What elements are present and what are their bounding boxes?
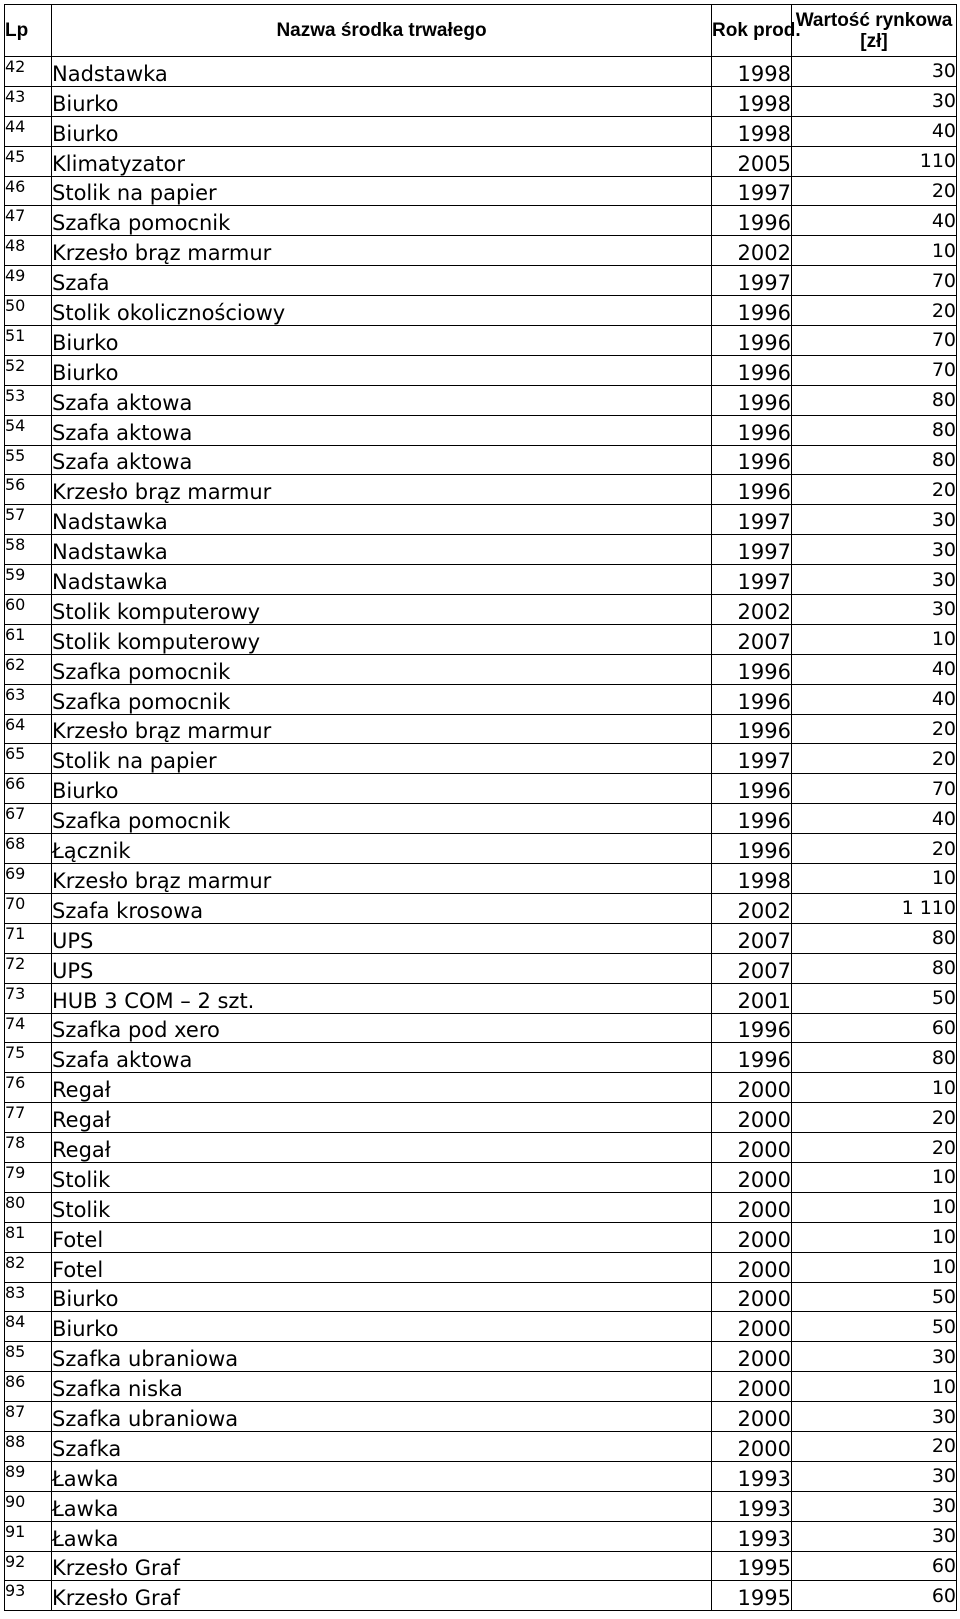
row-year: 2005 [712, 146, 792, 176]
row-name: Szafka ubraniowa [52, 1342, 712, 1372]
header-value-line1: Wartość rynkowa [795, 9, 953, 31]
row-name: Szafka pod xero [52, 1013, 712, 1043]
table-row [5, 684, 957, 714]
row-name: Krzesło brąz marmur [52, 714, 712, 744]
row-value: 30 [792, 1491, 957, 1521]
row-lp: 91 [5, 1521, 52, 1551]
row-lp: 53 [5, 385, 52, 415]
row-lp: 74 [5, 1013, 52, 1043]
row-name: Szafa krosowa [52, 893, 712, 923]
table-row [5, 1043, 957, 1073]
table-row [5, 744, 957, 774]
table-row [5, 505, 957, 535]
table-row [5, 326, 957, 356]
row-value: 80 [792, 445, 957, 475]
table-row [5, 1461, 957, 1491]
row-year: 1996 [712, 834, 792, 864]
table-row [5, 983, 957, 1013]
row-name: Fotel [52, 1252, 712, 1282]
row-year: 2000 [712, 1222, 792, 1252]
row-value: 20 [792, 744, 957, 774]
row-name: HUB 3 COM – 2 szt. [52, 983, 712, 1013]
row-lp: 90 [5, 1491, 52, 1521]
row-value: 70 [792, 266, 957, 296]
row-name: Biurko [52, 774, 712, 804]
table-row [5, 57, 957, 87]
row-year: 2000 [712, 1133, 792, 1163]
table-row [5, 1491, 957, 1521]
header-lp: Lp [5, 5, 52, 57]
table-row [5, 714, 957, 744]
row-year: 1996 [712, 206, 792, 236]
row-value: 40 [792, 684, 957, 714]
row-value: 50 [792, 1282, 957, 1312]
row-lp: 65 [5, 744, 52, 774]
row-year: 1996 [712, 296, 792, 326]
row-year: 1998 [712, 57, 792, 87]
row-lp: 45 [5, 146, 52, 176]
row-name: Stolik [52, 1162, 712, 1192]
table-row [5, 1581, 957, 1611]
row-value: 60 [792, 1551, 957, 1581]
row-lp: 52 [5, 355, 52, 385]
table-row [5, 445, 957, 475]
row-value: 80 [792, 385, 957, 415]
row-lp: 62 [5, 654, 52, 684]
table-row [5, 206, 957, 236]
row-year: 1996 [712, 774, 792, 804]
row-lp: 64 [5, 714, 52, 744]
row-value: 10 [792, 864, 957, 894]
row-lp: 57 [5, 505, 52, 535]
row-lp: 55 [5, 445, 52, 475]
row-year: 1997 [712, 535, 792, 565]
table-row [5, 1372, 957, 1402]
row-lp: 83 [5, 1282, 52, 1312]
header-name: Nazwa środka trwałego [52, 5, 712, 57]
row-lp: 61 [5, 624, 52, 654]
row-lp: 54 [5, 415, 52, 445]
row-value: 20 [792, 834, 957, 864]
row-year: 2000 [712, 1252, 792, 1282]
row-value: 20 [792, 714, 957, 744]
row-name: Szafka pomocnik [52, 206, 712, 236]
row-value: 70 [792, 355, 957, 385]
table-row [5, 774, 957, 804]
table-row [5, 834, 957, 864]
table-header [5, 5, 957, 57]
row-lp: 82 [5, 1252, 52, 1282]
row-year: 1996 [712, 475, 792, 505]
row-lp: 93 [5, 1581, 52, 1611]
row-lp: 80 [5, 1192, 52, 1222]
row-name: Krzesło Graf [52, 1581, 712, 1611]
row-year: 2007 [712, 923, 792, 953]
row-value: 20 [792, 1133, 957, 1163]
row-name: Biurko [52, 116, 712, 146]
row-year: 2000 [712, 1372, 792, 1402]
row-lp: 63 [5, 684, 52, 714]
row-year: 1997 [712, 266, 792, 296]
row-name: Biurko [52, 1312, 712, 1342]
table-row [5, 624, 957, 654]
row-value: 10 [792, 1162, 957, 1192]
row-lp: 73 [5, 983, 52, 1013]
table-row [5, 236, 957, 266]
row-name: Szafa aktowa [52, 415, 712, 445]
row-year: 1997 [712, 505, 792, 535]
row-name: Szafa aktowa [52, 1043, 712, 1073]
row-name: Szafa aktowa [52, 385, 712, 415]
row-lp: 92 [5, 1551, 52, 1581]
row-lp: 81 [5, 1222, 52, 1252]
row-year: 2002 [712, 236, 792, 266]
row-year: 2007 [712, 953, 792, 983]
table-row [5, 595, 957, 625]
row-year: 1993 [712, 1491, 792, 1521]
table-row [5, 1162, 957, 1192]
row-year: 1996 [712, 385, 792, 415]
row-value: 30 [792, 1521, 957, 1551]
table-row [5, 1282, 957, 1312]
row-lp: 50 [5, 296, 52, 326]
row-lp: 78 [5, 1133, 52, 1163]
row-lp: 60 [5, 595, 52, 625]
header-value [792, 5, 957, 57]
table-row [5, 864, 957, 894]
table-row [5, 116, 957, 146]
table-row [5, 1521, 957, 1551]
table-row [5, 355, 957, 385]
row-lp: 84 [5, 1312, 52, 1342]
row-year: 1995 [712, 1551, 792, 1581]
row-year: 2000 [712, 1103, 792, 1133]
table-row [5, 86, 957, 116]
table-row [5, 1342, 957, 1372]
table-row [5, 804, 957, 834]
row-year: 1995 [712, 1581, 792, 1611]
table-row [5, 1013, 957, 1043]
row-value: 110 [792, 146, 957, 176]
table-row [5, 1252, 957, 1282]
header-value-line2: [zł] [860, 30, 888, 52]
row-year: 2001 [712, 983, 792, 1013]
row-value: 70 [792, 774, 957, 804]
row-value: 20 [792, 176, 957, 206]
row-name: Szafa aktowa [52, 445, 712, 475]
row-lp: 69 [5, 864, 52, 894]
row-name: Biurko [52, 86, 712, 116]
table-row [5, 1551, 957, 1581]
table-body [5, 57, 957, 1611]
row-name: Szafka pomocnik [52, 804, 712, 834]
table-row [5, 1222, 957, 1252]
table-row [5, 146, 957, 176]
table-row [5, 296, 957, 326]
row-value: 30 [792, 1342, 957, 1372]
row-value: 60 [792, 1581, 957, 1611]
row-lp: 67 [5, 804, 52, 834]
row-value: 10 [792, 624, 957, 654]
row-year: 1996 [712, 804, 792, 834]
table-row [5, 893, 957, 923]
row-lp: 47 [5, 206, 52, 236]
row-name: UPS [52, 923, 712, 953]
header-year: Rok prod. [712, 5, 792, 57]
row-year: 1998 [712, 116, 792, 146]
table-row [5, 1312, 957, 1342]
row-name: Stolik okolicznościowy [52, 296, 712, 326]
row-lp: 42 [5, 57, 52, 87]
table-row [5, 953, 957, 983]
row-value: 10 [792, 236, 957, 266]
row-value: 80 [792, 923, 957, 953]
row-value: 1 110 [792, 893, 957, 923]
row-name: Regał [52, 1103, 712, 1133]
row-value: 20 [792, 296, 957, 326]
row-lp: 68 [5, 834, 52, 864]
row-name: Regał [52, 1133, 712, 1163]
table-row [5, 385, 957, 415]
table-row [5, 565, 957, 595]
row-name: Fotel [52, 1222, 712, 1252]
row-value: 30 [792, 1461, 957, 1491]
row-value: 80 [792, 415, 957, 445]
row-name: Szafa [52, 266, 712, 296]
row-name: Krzesło brąz marmur [52, 475, 712, 505]
row-year: 2000 [712, 1402, 792, 1432]
row-value: 50 [792, 983, 957, 1013]
row-value: 70 [792, 326, 957, 356]
row-name: Stolik na papier [52, 176, 712, 206]
table-row [5, 1192, 957, 1222]
row-value: 10 [792, 1252, 957, 1282]
row-year: 2000 [712, 1282, 792, 1312]
row-name: Nadstawka [52, 57, 712, 87]
row-lp: 51 [5, 326, 52, 356]
row-value: 30 [792, 57, 957, 87]
row-name: Stolik na papier [52, 744, 712, 774]
row-name: Stolik [52, 1192, 712, 1222]
row-year: 1996 [712, 415, 792, 445]
row-year: 1997 [712, 565, 792, 595]
row-year: 1996 [712, 714, 792, 744]
row-year: 1993 [712, 1521, 792, 1551]
row-lp: 71 [5, 923, 52, 953]
table-row [5, 1073, 957, 1103]
row-name: UPS [52, 953, 712, 983]
table-row [5, 176, 957, 206]
row-value: 40 [792, 804, 957, 834]
row-year: 1996 [712, 654, 792, 684]
row-value: 10 [792, 1222, 957, 1252]
row-lp: 58 [5, 535, 52, 565]
row-lp: 79 [5, 1162, 52, 1192]
row-value: 40 [792, 206, 957, 236]
row-value: 30 [792, 535, 957, 565]
row-name: Krzesło brąz marmur [52, 864, 712, 894]
row-value: 40 [792, 654, 957, 684]
row-year: 1998 [712, 86, 792, 116]
row-year: 1993 [712, 1461, 792, 1491]
row-lp: 77 [5, 1103, 52, 1133]
row-name: Klimatyzator [52, 146, 712, 176]
row-value: 30 [792, 1402, 957, 1432]
row-year: 1996 [712, 1013, 792, 1043]
row-year: 2007 [712, 624, 792, 654]
row-year: 1996 [712, 1043, 792, 1073]
row-name: Szafka pomocnik [52, 654, 712, 684]
row-year: 2000 [712, 1431, 792, 1461]
row-value: 10 [792, 1073, 957, 1103]
row-lp: 75 [5, 1043, 52, 1073]
row-name: Ławka [52, 1521, 712, 1551]
row-year: 2000 [712, 1342, 792, 1372]
table-row [5, 535, 957, 565]
table-row [5, 1402, 957, 1432]
row-name: Ławka [52, 1461, 712, 1491]
asset-table [4, 4, 957, 1611]
row-value: 10 [792, 1192, 957, 1222]
row-name: Stolik komputerowy [52, 595, 712, 625]
row-lp: 89 [5, 1461, 52, 1491]
row-value: 30 [792, 505, 957, 535]
row-name: Biurko [52, 326, 712, 356]
row-year: 2000 [712, 1073, 792, 1103]
row-lp: 56 [5, 475, 52, 505]
row-name: Nadstawka [52, 505, 712, 535]
row-year: 1998 [712, 864, 792, 894]
row-lp: 72 [5, 953, 52, 983]
row-lp: 44 [5, 116, 52, 146]
row-year: 2002 [712, 595, 792, 625]
row-value: 20 [792, 475, 957, 505]
row-name: Szafka pomocnik [52, 684, 712, 714]
table-row [5, 415, 957, 445]
table-row [5, 266, 957, 296]
row-year: 2000 [712, 1312, 792, 1342]
table-row [5, 654, 957, 684]
header-row [5, 5, 957, 57]
row-year: 2002 [712, 893, 792, 923]
row-value: 80 [792, 1043, 957, 1073]
row-year: 2000 [712, 1162, 792, 1192]
row-value: 40 [792, 116, 957, 146]
row-lp: 85 [5, 1342, 52, 1372]
row-lp: 48 [5, 236, 52, 266]
row-lp: 88 [5, 1431, 52, 1461]
row-name: Szafka ubraniowa [52, 1402, 712, 1432]
row-value: 30 [792, 565, 957, 595]
row-name: Krzesło brąz marmur [52, 236, 712, 266]
row-lp: 66 [5, 774, 52, 804]
row-year: 1996 [712, 326, 792, 356]
row-lp: 87 [5, 1402, 52, 1432]
row-value: 50 [792, 1312, 957, 1342]
row-lp: 59 [5, 565, 52, 595]
row-value: 80 [792, 953, 957, 983]
row-year: 2000 [712, 1192, 792, 1222]
row-lp: 86 [5, 1372, 52, 1402]
row-lp: 76 [5, 1073, 52, 1103]
row-lp: 43 [5, 86, 52, 116]
row-value: 30 [792, 595, 957, 625]
row-year: 1996 [712, 684, 792, 714]
row-name: Krzesło Graf [52, 1551, 712, 1581]
row-name: Szafka [52, 1431, 712, 1461]
row-value: 20 [792, 1431, 957, 1461]
row-year: 1996 [712, 355, 792, 385]
row-name: Biurko [52, 1282, 712, 1312]
row-lp: 46 [5, 176, 52, 206]
table-row [5, 1133, 957, 1163]
row-lp: 70 [5, 893, 52, 923]
row-year: 1996 [712, 445, 792, 475]
row-year: 1997 [712, 744, 792, 774]
table-row [5, 475, 957, 505]
row-name: Nadstawka [52, 535, 712, 565]
table-row [5, 923, 957, 953]
row-name: Biurko [52, 355, 712, 385]
row-name: Nadstawka [52, 565, 712, 595]
row-value: 10 [792, 1372, 957, 1402]
row-name: Ławka [52, 1491, 712, 1521]
row-name: Szafka niska [52, 1372, 712, 1402]
row-name: Łącznik [52, 834, 712, 864]
row-name: Regał [52, 1073, 712, 1103]
table-row [5, 1431, 957, 1461]
row-value: 30 [792, 86, 957, 116]
row-lp: 49 [5, 266, 52, 296]
row-value: 20 [792, 1103, 957, 1133]
row-year: 1997 [712, 176, 792, 206]
table-row [5, 1103, 957, 1133]
row-value: 60 [792, 1013, 957, 1043]
row-name: Stolik komputerowy [52, 624, 712, 654]
